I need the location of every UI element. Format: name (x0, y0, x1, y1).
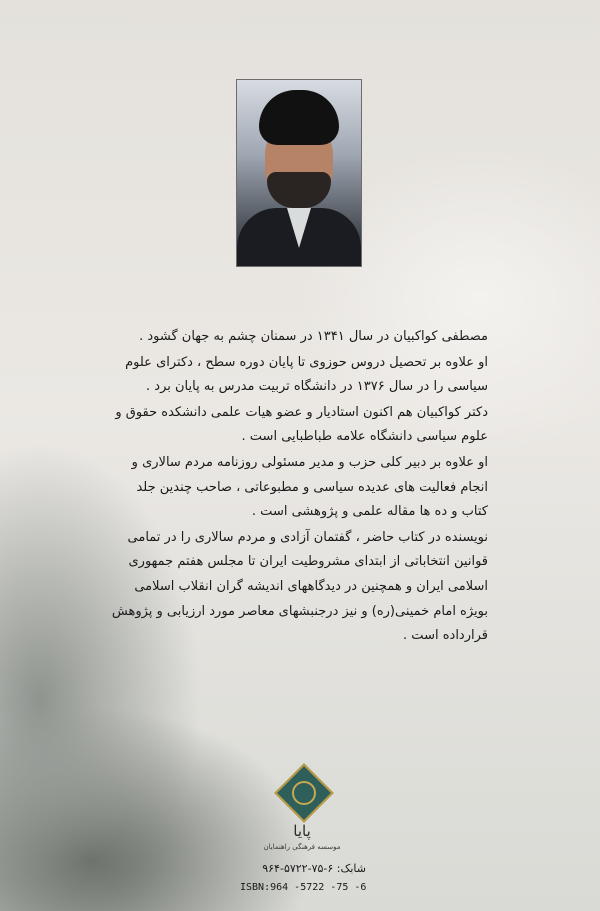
bio-paragraph-3: دکتر کواکبیان هم اکنون استادیار و عضو هیات علمی دانشکده حقوق و علوم سیاسی دانشگاه علامه طباطبایی است . (115, 404, 488, 445)
bio-paragraph-2: او علاوه بر تحصیل دروس حوزوی تا پایان دوره سطح ، دکترای علوم سیاسی را در سال ۱۳۷۶ در دانشگاه تربیت مدرس به پایان برد . (125, 354, 488, 395)
isbn-latin: ISBN:964 -5722 -75 -6 (240, 882, 367, 893)
bio-paragraph-4: او علاوه بر دبیر کلی حزب و مدیر مسئولی روزنامه مردم سالاری و انجام فعالیت های عدیده سیاسی و مطبوعاتی ، صاحب چندین جلد کتاب و ده ها مقاله علمی و پژوهشی است . (131, 454, 488, 520)
author-biography (108, 325, 488, 650)
bio-paragraph-5: نویسنده در کتاب حاضر ، گفتمان آزادی و مردم سالاری را در تمامی قوانین انتخاباتی از ابتدای مشروطیت ایران تا مجلس هفتم جمهوری اسلامی ایران و همچنین در دیدگاههای اندیشه گران انقلاب اسلامی بویژه امام خمینی(ره) و نیز درجنبشهای معاصر مورد ارزیابی و پژوهش قرارداده است . (111, 529, 488, 644)
publisher-name: موسسه فرهنگی راهنمایان (263, 843, 341, 851)
publisher-logo-emblem (292, 781, 316, 805)
bio-paragraph-1: مصطفی کواکبیان در سال ۱۳۴۱ در سمنان چشم به جهان گشود . (139, 329, 488, 344)
isbn-persian: شابک: ۶-۷۵-۵۷۲۲-۹۶۴ (262, 862, 366, 875)
photo-hair (259, 90, 339, 145)
publisher-logo-text: پایا (293, 822, 311, 840)
author-photo (236, 79, 362, 267)
photo-beard (267, 172, 331, 208)
